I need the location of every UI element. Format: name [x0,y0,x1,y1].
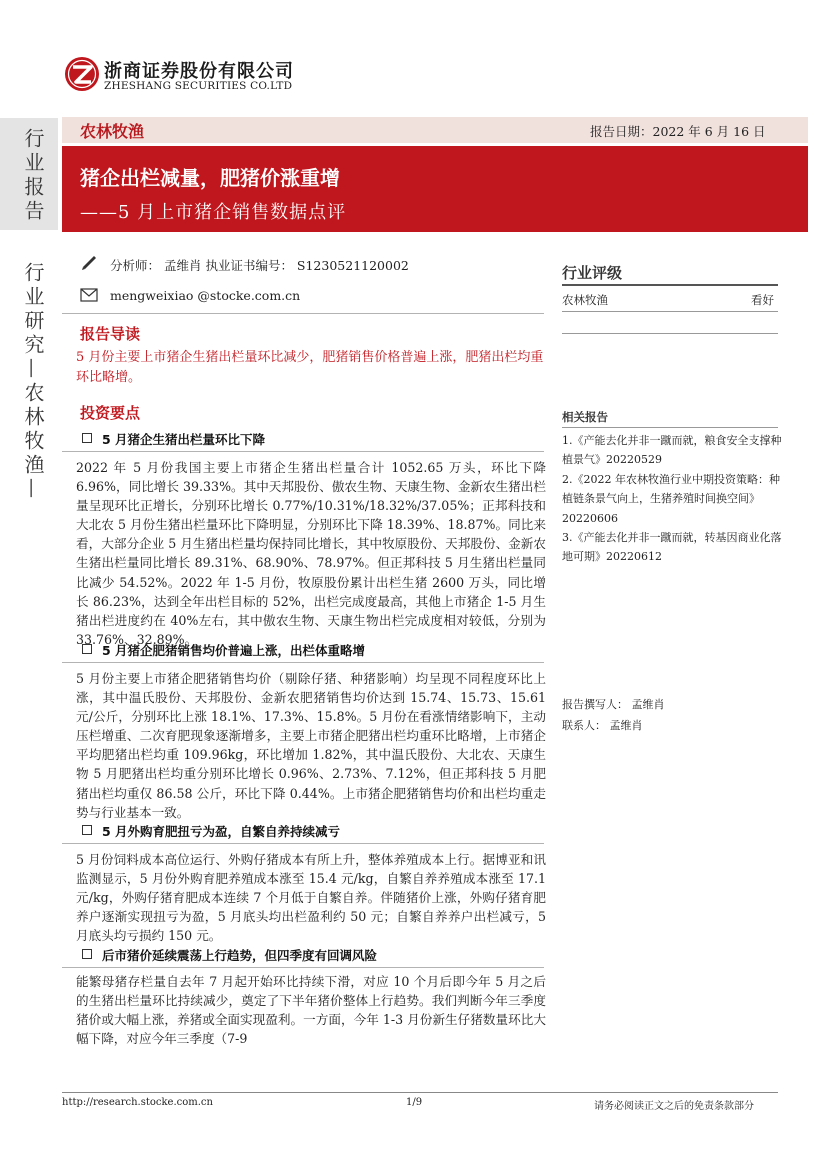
report-type-vertical: 行业报告 [21,128,45,224]
report-subtitle: ——5 月上市猪企销售数据点评 [80,202,347,223]
section-heading: 后市猪价延续震荡上行趋势，但四季度有回调风险 [82,946,377,964]
company-logo [64,56,100,92]
rating-heading: 行业评级 [562,264,623,282]
key-points-heading: 投资要点 [80,404,141,422]
divider [62,451,544,452]
divider [562,333,778,334]
divider [562,427,778,428]
checkbox-bullet-icon [82,433,92,443]
divider [62,843,544,844]
divider [62,313,544,314]
divider [562,284,778,286]
footer-disclaimer: 请务必阅读正文之后的免责条款部分 [594,1101,754,1112]
checkbox-bullet-icon [82,949,92,959]
pen-icon [80,252,100,270]
section-paragraph: 5 月份饲料成本高位运行、外购仔猪成本有所上升，整体养殖成本上行。据博亚和讯监测显示，5 月份外购育肥养殖成本涨至 15.4 元/kg，自繁自养养殖成本涨至 17.1 元/kg，外购仔猪育肥成本连续 7 个月低于自繁自养。伴随猪价上涨，外购仔猪育肥养户逐渐实现扭亏为盈，5 月底头均出栏盈利约 50 元；自繁自养养户出栏减亏，5 月底头均亏损约 150 元。 [76,852,546,944]
company-name-en: ZHESHANG SECURITIES CO.LTD [104,80,293,92]
section-heading: 5 月猪企生猪出栏量环比下降 [82,430,265,448]
contact-person: 联系人： 孟维肖 [562,719,643,732]
checkbox-bullet-icon [82,825,92,835]
related-reports-heading: 相关报告 [562,410,608,424]
related-report-item[interactable]: 2.《2022 年农林牧渔行业中期投资策略：种植链条景气向上，生猪养殖时间换空间》20220606 [562,473,780,525]
company-name-cn: 浙商证券股份有限公司 [104,61,294,82]
divider [62,662,544,663]
section-paragraph: 2022 年 5 月份我国主要上市猪企生猪出栏量合计 1052.65 万头，环比下降 6.96%，同比增长 39.33%。其中天邦股份、傲农生物、天康生物、金新农生猪出栏量呈现环比正增长，分别环比增长 0.77%/10.31%/18.32%/37.05%；正邦科技和大北农 5 月份生猪出栏量环比下降明显，分别环比下降 18.39%、18.87%。同比来看，大部分企业 5 月生猪出栏量均保持同比增长，其中牧原股份、天邦股份、金新农生猪出栏量同比增长 89.31%、68.90%、78.97%。但正邦科技 5 月生猪出栏量同比减少 54.52%。2022 年 1-5 月份，牧原股份累计出栏生猪 2600 万头，同比增长 86.23%，达到全年出栏目标的 52%，出栏完成度最高，其他上市猪企 1-5 月生猪出栏进度约在 40%左右，其中傲农生物、天康生物出栏完成度相对较低，分别为 33.76%、32.89%。 [76,460,546,647]
rating-sector: 农林牧渔 [562,293,608,307]
analyst-info: 分析师： 孟维肖 执业证书编号： S1230521120002 [110,258,409,273]
intro-text: 5 月份主要上市猪企生猪出栏量环比减少，肥猪销售价格普遍上涨，肥猪出栏均重环比略增。 [76,350,544,385]
intro-heading: 报告导读 [80,325,141,343]
report-author: 报告撰写人： 孟维肖 [562,698,665,711]
section-paragraph: 能繁母猪存栏量自去年 7 月起开始环比持续下滑，对应 10 个月后即今年 5 月之后的生猪出栏量环比持续减少，奠定了下半年猪价整体上行趋势。我们判断今年三季度猪价或大幅上涨，养猪或全面实现盈利。一方面，今年 1-3 月份新生仔猪数量环比大幅下降，对应今年三季度（7-9 [76,974,546,1047]
section-paragraph: 5 月份主要上市猪企肥猪销售均价（剔除仔猪、种猪影响）均呈现不同程度环比上涨，其中温氏股份、天邦股份、金新农肥猪销售均价达到 15.74、15.73、15.61 元/公斤，分别环比上涨 18.1%、17.3%、15.8%。5 月份在看涨情绪影响下，主动压栏增重、二次育肥现象逐渐增多，主要上市猪企肥猪出栏均重环比略增，上市猪企平均肥猪出栏均重 109.96kg，环比增加 1.82%，其中温氏股份、大北农、天康生物 5 月肥猪出栏均重分别环比增长 0.96%、2.73%、7.12%，但正邦科技 5 月肥猪出栏均重仅 86.58 公斤，环比下降 0.44%。上市猪企肥猪销售均价和出栏均重走势与行业基本一致。 [76,671,546,820]
divider [562,311,778,312]
section-heading: 5 月猪企肥猪销售均价普遍上涨，出栏体重略增 [82,641,365,659]
page-number: 1/9 [406,1097,423,1108]
analyst-email[interactable]: mengweixiao @stocke.com.cn [110,288,301,303]
footer-divider [62,1092,778,1093]
footer-url-link[interactable]: http://research.stocke.com.cn [62,1097,213,1108]
related-report-item[interactable]: 1.《产能去化并非一蹴而就，粮食安全支撑种植景气》20220529 [562,434,782,467]
report-series-vertical: 行业研究—农林牧渔— [21,262,45,502]
rating-value: 看好 [751,293,774,307]
sector-label: 农林牧渔 [80,122,145,141]
divider [62,967,544,968]
section-heading: 5 月外购育肥扭亏为盈，自繁自养持续减亏 [82,822,340,840]
report-title: 猪企出栏减量，肥猪价涨重增 [80,166,340,190]
report-date: 报告日期：2022 年 6 月 16 日 [590,124,766,139]
related-report-item[interactable]: 3.《产能去化并非一蹴而就，转基因商业化落地可期》20220612 [562,531,782,564]
checkbox-bullet-icon [82,644,92,654]
email-icon [80,288,98,302]
